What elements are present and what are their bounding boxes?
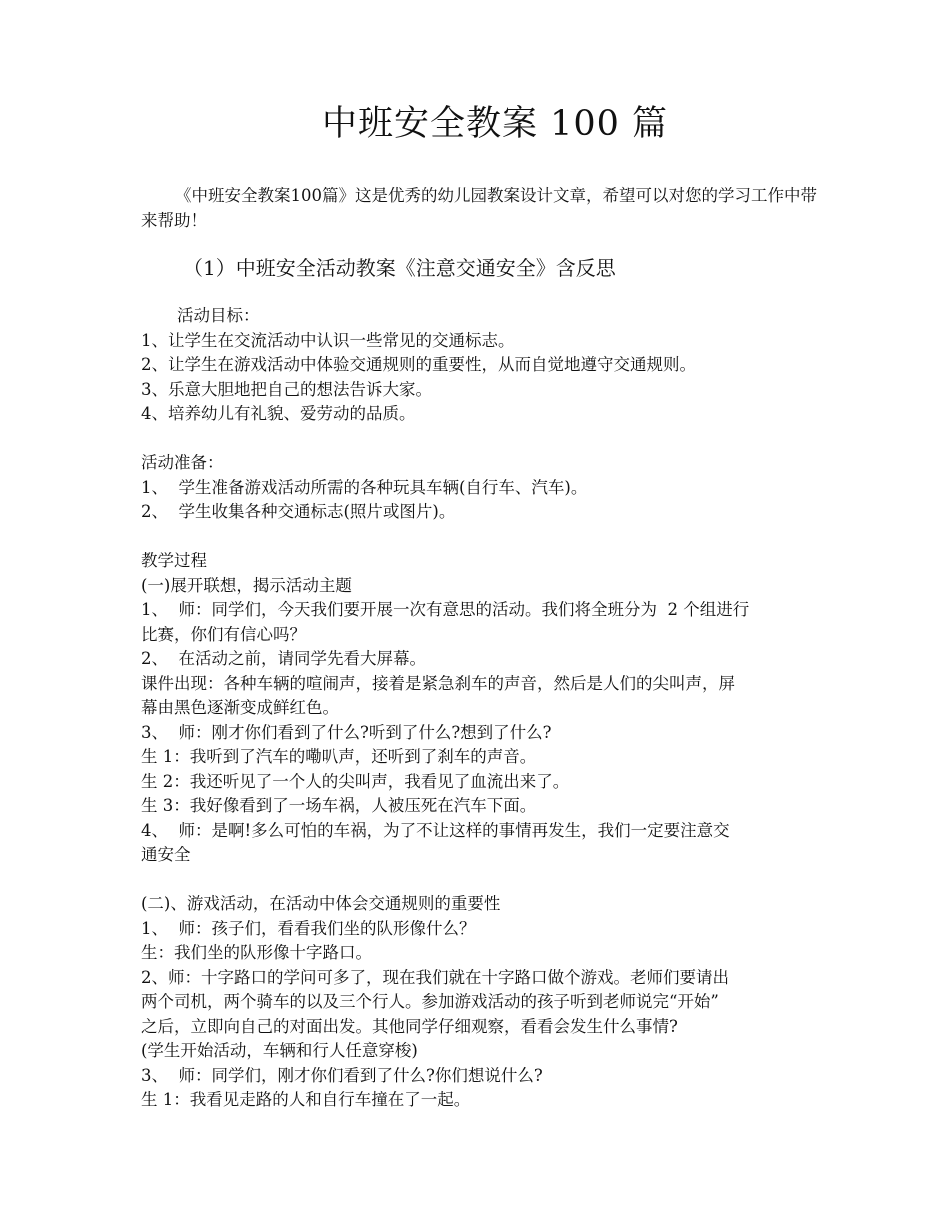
text-line: 4、培养幼儿有礼貌、爱劳动的品质。 [141, 404, 416, 423]
text-line: 两个司机，两个骑车的以及三个行人。参加游戏活动的孩子听到老师说完“开始” [141, 992, 719, 1011]
text-line: 教学过程 [141, 551, 207, 570]
text-line: 1、 学生准备游戏活动所需的各种玩具车辆(自行车、汽车)。 [141, 477, 588, 497]
document-title: 中班安全教案 100 篇 [321, 104, 669, 144]
text-line: 生 1：我看见走路的人和自行车撞在了一起。 [141, 1090, 471, 1109]
text-line: (二)、游戏活动，在活动中体会交通规则的重要性 [141, 894, 501, 913]
text-line: 活动目标： [177, 306, 260, 325]
text-line: 3、 师：刚才你们看到了什么?听到了什么?想到了什么? [141, 722, 552, 742]
text-line: 生：我们坐的队形像十字路口。 [141, 943, 372, 962]
text-line: 1、 师：同学们，今天我们要开展一次有意思的活动。我们将全班分为 2 个组进行 [141, 600, 750, 619]
text-line: 之后，立即向自己的对面出发。其他同学仔细观察，看看会发生什么事情? [141, 1016, 678, 1036]
text-line: (学生开始活动，车辆和行人任意穿梭) [141, 1041, 418, 1060]
text-line: 比赛，你们有信心吗？ [141, 624, 306, 644]
text-line: 2、师：十字路口的学问可多了，现在我们就在十字路口做个游戏。老师们要请出 [141, 967, 729, 987]
text-line: 生 2：我还听见了一个人的尖叫声，我看见了血流出来了。 [141, 771, 570, 791]
text-line: 3、乐意大胆地把自己的想法告诉大家。 [141, 379, 432, 399]
blank-line [141, 525, 821, 550]
text-line: 2、 学生收集各种交通标志(照片或图片)。 [141, 502, 456, 521]
blank-line [141, 427, 821, 452]
intro-paragraph: 《中班安全教案100篇》这是优秀的幼儿园教案设计文章，希望可以对您的学习工作中带来帮助！ [141, 186, 817, 230]
text-line: 2、让学生在游戏活动中体验交通规则的重要性，从而自觉地遵守交通规则。 [141, 355, 696, 374]
text-line: 通安全 [141, 845, 191, 864]
lesson-body [141, 304, 821, 1113]
blank-line [141, 868, 821, 893]
text-line: 生 1：我听到了汽车的嘞叭声，还听到了刹车的声音。 [141, 747, 537, 766]
text-line: 课件出现：各种车辆的喧闹声，接着是紧急刹车的声音，然后是人们的尖叫声，屏 [141, 673, 735, 693]
section-heading: （1）中班安全活动教案《注意交通安全》含反思 [183, 256, 616, 280]
text-line: 2、 在活动之前，请同学先看大屏幕。 [141, 649, 426, 668]
text-line: 1、让学生在交流活动中认识一些常见的交通标志。 [141, 330, 515, 350]
text-line: 生 3：我好像看到了一场车祸，人被压死在汽车下面。 [141, 796, 537, 815]
text-line: 3、 师：同学们，刚才你们看到了什么?你们想说什么? [141, 1065, 543, 1085]
text-line: 4、 师：是啊!多么可怕的车祸，为了不让这样的事情再发生，我们一定要注意交 [141, 820, 730, 840]
text-line: 幕由黑色逐渐变成鲜红色。 [141, 698, 339, 717]
text-line: (一)展开联想，揭示活动主题 [141, 575, 352, 595]
text-line: 活动准备： [141, 453, 224, 472]
text-line: 1、 师：孩子们，看看我们坐的队形像什么？ [141, 918, 476, 938]
